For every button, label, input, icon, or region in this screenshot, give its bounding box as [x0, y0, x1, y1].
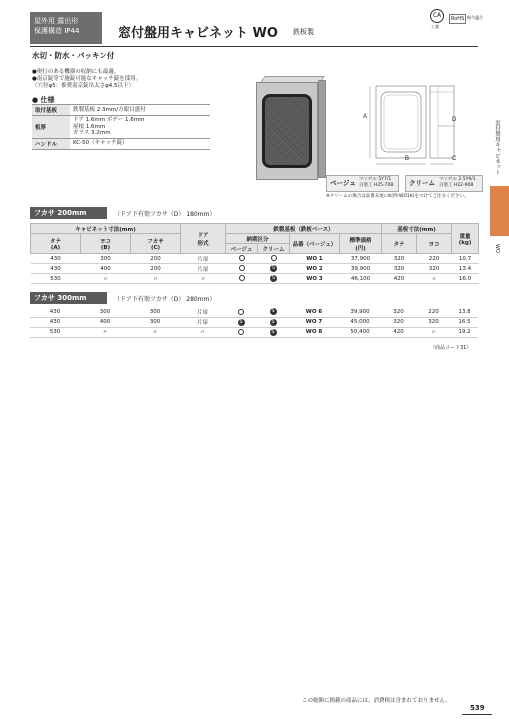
spec-line: 鉄製基板 2.3mm/方眼目盛付: [73, 106, 146, 113]
feature-line: 水切・防水・パッキン付: [32, 51, 115, 60]
table-row: [31, 274, 479, 284]
cell-part: WO 8: [289, 327, 339, 337]
th-stock: 納期区分: [226, 234, 290, 244]
th-text: 標準価格: [349, 237, 372, 244]
cell-fukasa: 〃: [131, 274, 181, 284]
th-base-dims: 基板寸法(mm): [382, 224, 452, 234]
cell-tate: 430: [30, 317, 80, 327]
cell-weight: 13.4: [452, 264, 479, 274]
cell-base-yoko: 320: [416, 317, 451, 327]
depth-label: フカサ 200mm: [30, 207, 107, 219]
cell-cream: [257, 317, 289, 327]
depth-note: （ドア下有効フカサ（D） 180mm）: [114, 211, 216, 218]
cell-base-yoko: 220: [416, 307, 451, 317]
th-cream: クリーム: [258, 244, 290, 254]
stock-circle-icon: [239, 265, 245, 271]
side-tab-bar: [490, 186, 509, 236]
finish-line: 日塗工 H22-90B: [439, 182, 474, 188]
th-text: (B): [100, 244, 111, 251]
th-beige: ベージュ: [226, 244, 258, 254]
cell-yoko: 〃: [80, 327, 130, 337]
side-code-label: WO: [494, 244, 500, 253]
dim-c-label: C: [452, 156, 457, 162]
cell-beige: [226, 264, 258, 274]
finish-beige-spec: [359, 177, 393, 188]
cell-base-yoko: 220: [417, 254, 452, 264]
cell-yoko: 300: [81, 254, 131, 264]
stock-s-icon: S: [271, 275, 276, 281]
spec-line: ドア 1.6mm ボデー 1.6mm: [73, 117, 145, 123]
cell-base-yoko: 〃: [417, 274, 452, 284]
stock-circle-icon: [239, 275, 245, 281]
th-text: タテ: [49, 238, 61, 245]
th-text: 重量: [459, 233, 471, 240]
th-door: [181, 224, 226, 254]
cell-weight: 16.0: [452, 274, 479, 284]
cell-part: WO 3: [290, 274, 340, 284]
finish-line: 日塗工 H25-70B: [359, 182, 394, 188]
spec-value: [70, 138, 210, 149]
cell-fukasa: 200: [131, 254, 181, 264]
cell-cream: [257, 307, 289, 317]
cell-base-tate: 320: [382, 254, 417, 264]
spec-value: [70, 105, 210, 116]
table-row: [31, 254, 479, 264]
product-table-300: [30, 307, 478, 338]
th-tate: [31, 234, 81, 254]
spec-line: ガラス 3.2mm: [73, 130, 111, 136]
rohs-badge: RoHS: [451, 16, 465, 22]
notes: [32, 69, 141, 90]
finish-cream-spec: [439, 177, 476, 188]
cell-base-tate: 320: [382, 264, 417, 274]
th-weight: [452, 224, 479, 254]
finish-cream-label: クリーム: [409, 179, 435, 187]
finish-line: マンセル 5Y7/1: [359, 177, 392, 182]
side-category-label: 窓付盤用キャビネット: [494, 120, 500, 175]
cell-weight: 10.7: [452, 254, 479, 264]
category-tag: [30, 12, 102, 44]
cell-door: 〃: [181, 274, 226, 284]
cell-door: 片扉: [181, 254, 226, 264]
note-line: ●奥行のある機器の収納にも最適。: [32, 69, 120, 75]
cell-beige: [226, 274, 258, 284]
stock-circle-icon: [271, 255, 277, 261]
cell-price: 37,900: [340, 254, 382, 264]
cell-weight: 13.8: [451, 307, 478, 317]
stock-s-icon: S: [271, 318, 275, 325]
note-line: ●南京錠等で施錠可能なキャッチ錠を採用。: [32, 76, 142, 82]
header-row: [31, 234, 479, 244]
spec-key: 取付基板: [32, 105, 70, 116]
table-body: [30, 307, 478, 337]
cell-price: 50,400: [339, 327, 381, 337]
cell-tate: 530: [31, 274, 81, 284]
cell-base-tate: 320: [381, 317, 416, 327]
cell-price: 45,000: [339, 317, 381, 327]
cell-tate: 430: [31, 254, 81, 264]
cell-part: WO 1: [290, 254, 340, 264]
note-line: （穴径φ5：推奨南京錠吊太さφ4.5以下）: [32, 83, 135, 89]
certification-sub: 工業: [431, 24, 439, 29]
cell-weight: 19.2: [451, 327, 478, 337]
finish-beige-label: ベージュ: [330, 179, 356, 187]
cell-beige: [226, 254, 258, 264]
cell-tate: 530: [30, 327, 80, 337]
cell-base-tate: 420: [381, 327, 416, 337]
header-row: [31, 224, 479, 234]
cell-base-yoko: 320: [417, 264, 452, 274]
rohs-sub: 指令適合: [467, 15, 483, 20]
th-base-yoko: ヨコ: [417, 234, 452, 254]
dim-b-label: B: [405, 156, 410, 162]
cell-part: WO 7: [289, 317, 339, 327]
cell-tate: 430: [30, 307, 80, 317]
table-row: [31, 264, 479, 274]
cell-fukasa: 〃: [130, 327, 180, 337]
cell-price: 46,100: [340, 274, 382, 284]
stock-circle-icon: [239, 255, 245, 261]
spec-row: [32, 116, 210, 139]
cell-cream: [258, 254, 290, 264]
cell-door: 片扉: [180, 307, 225, 317]
th-fukasa: [131, 234, 181, 254]
th-text: (kg): [458, 239, 472, 246]
page-number-rule: [462, 714, 492, 715]
cell-beige: [225, 327, 257, 337]
cell-fukasa: 300: [130, 307, 180, 317]
depth-note: （ドア下有効フカサ（D） 280mm）: [114, 296, 216, 303]
table-row: [30, 307, 478, 317]
th-price: [340, 234, 382, 254]
cabinet-window: [262, 94, 312, 168]
product-code-note: （商品コード31）: [430, 345, 472, 351]
spec-row: [32, 105, 210, 116]
cell-base-tate: 420: [382, 274, 417, 284]
stock-s-icon: S: [271, 328, 275, 335]
spec-key: 板厚: [32, 116, 70, 139]
table-row: [30, 317, 478, 327]
th-base-tate: タテ: [382, 234, 417, 254]
table-row: [30, 327, 478, 337]
spec-value: [70, 116, 210, 139]
cell-yoko: 〃: [81, 274, 131, 284]
th-part: 品番（ベージュ）: [290, 234, 340, 254]
certification-mark-icon: CA: [430, 9, 444, 23]
spec-heading: ● 仕様: [32, 96, 55, 104]
cream-order-note: ※クリームの場合は品番末尾にK(例:WO1K)をつけてご注文ください。: [326, 194, 469, 199]
cell-price: 39,900: [339, 307, 381, 317]
cell-cream: [258, 264, 290, 274]
th-text: (C): [150, 244, 161, 251]
stock-s-icon: S: [239, 318, 243, 325]
finish-cream: [405, 175, 483, 192]
cell-yoko: 300: [80, 307, 130, 317]
cell-tate: 430: [31, 264, 81, 274]
cell-yoko: 400: [80, 317, 130, 327]
finish-beige: [326, 175, 399, 192]
cell-base-tate: 320: [381, 307, 416, 317]
depth-label: フカサ 300mm: [30, 292, 107, 304]
dim-a-label: A: [363, 114, 368, 120]
stock-circle-icon: [238, 329, 244, 335]
cell-yoko: 400: [81, 264, 131, 274]
cell-cream: [257, 327, 289, 337]
cell-base-yoko: 〃: [416, 327, 451, 337]
cell-weight: 16.5: [451, 317, 478, 327]
th-text: ドア: [197, 232, 209, 239]
th-text: (A): [50, 244, 61, 251]
page-number: 539: [470, 704, 485, 712]
cell-part: WO 6: [289, 307, 339, 317]
th-cabinet-dims: キャビネット寸法(mm): [31, 224, 181, 234]
stock-s-icon: S: [271, 308, 275, 315]
stock-s-icon: S: [271, 265, 276, 271]
th-text: ヨコ: [99, 238, 111, 245]
tag-line-2: 保護構造 IP44: [34, 27, 80, 35]
material-label: 鉄板製: [293, 28, 314, 36]
dim-d-label: D: [452, 117, 457, 123]
spec-key: ハンドル: [32, 138, 70, 149]
spec-table: [32, 104, 210, 150]
th-yoko: [81, 234, 131, 254]
cell-price: 39,900: [340, 264, 382, 274]
tag-line-1: 屋外用 露出形: [34, 17, 79, 25]
cell-beige: [225, 307, 257, 317]
page-header: [30, 12, 478, 44]
cell-beige: [225, 317, 257, 327]
cell-fukasa: 300: [130, 317, 180, 327]
cell-cream: [258, 274, 290, 284]
th-text: 形式: [197, 240, 209, 247]
cell-fukasa: 200: [131, 264, 181, 274]
spec-line: KC-50（キャッチ錠）: [73, 140, 128, 147]
spec-row: [32, 138, 210, 149]
product-table-200: [30, 223, 479, 284]
cell-door: 〃: [180, 327, 225, 337]
cabinet-side: [318, 80, 326, 178]
table-body: [31, 254, 479, 284]
th-text: フカサ: [147, 238, 164, 245]
cell-door: 片扉: [181, 264, 226, 274]
cell-part: WO 2: [290, 264, 340, 274]
page-title: 窓付盤用キャビネット WO: [118, 26, 278, 41]
header-rule: [30, 46, 478, 47]
footer-note: この総額に掲載の商品には、消費税は含まれておりません。: [302, 698, 451, 704]
finish-line: マンセル 2.5Y9/1: [439, 177, 476, 182]
spec-line: 屋根 1.6mm: [73, 123, 106, 130]
th-base-group: 鉄製基板（鉄板ベース）: [226, 224, 382, 234]
th-text: (円): [355, 245, 366, 252]
cell-door: 片扉: [180, 317, 225, 327]
stock-circle-icon: [238, 309, 244, 315]
